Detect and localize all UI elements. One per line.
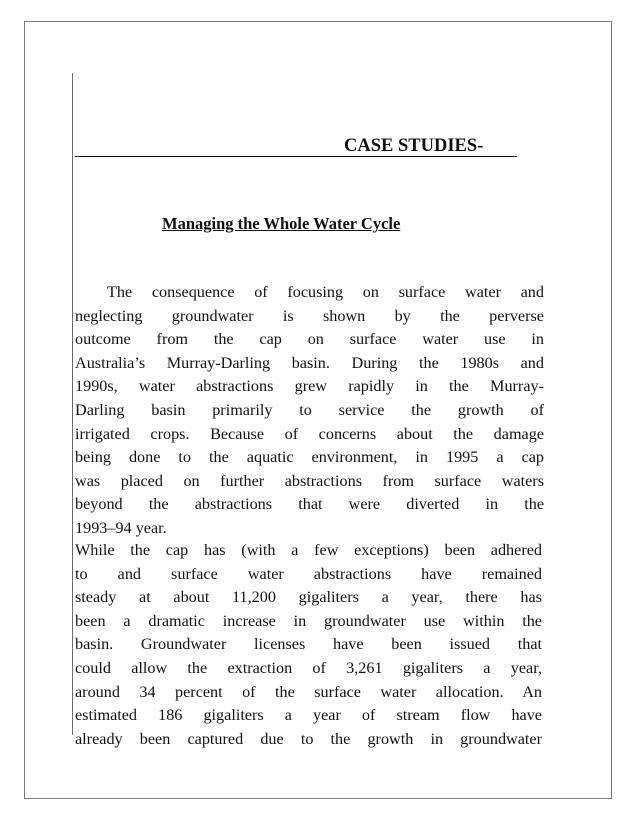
- left-margin-rule: [72, 73, 73, 735]
- paragraph-line: being done to the aquatic environment, in 1995 a cap: [75, 448, 544, 467]
- paragraph-line: steady at about 11,200 gigaliters a year, there has: [75, 588, 542, 607]
- paragraph-line: estimated 186 gigaliters a year of stream flow have: [75, 706, 542, 725]
- paragraph-line: been a dramatic increase in groundwater use within the: [75, 611, 542, 630]
- paragraph-line: Darling basin primarily to service the growth of: [75, 400, 544, 419]
- paragraph-line: irrigated crops. Because of concerns about the damage: [75, 424, 544, 443]
- paragraph-line: While the cap has (with a few exceptions) been adhered: [75, 541, 542, 559]
- paragraph-line: outcome from the cap on surface water use in: [75, 330, 544, 349]
- paragraph-line: neglecting groundwater is shown by the perverse: [75, 306, 544, 325]
- case-studies-heading: CASE STUDIES-: [344, 136, 484, 156]
- paragraph-line: to and surface water abstractions have remained: [75, 564, 542, 583]
- paragraph-line: was placed on further abstractions from surface waters: [75, 471, 544, 490]
- paragraph-line: 1990s, water abstractions grew rapidly in the Murray-: [75, 377, 544, 396]
- paragraph-line: 1993–94 year.: [75, 518, 167, 537]
- paragraph-line: around 34 percent of the surface water allocation. An: [75, 682, 542, 701]
- paragraph-line: could allow the extraction of 3,261 gigaliters a year,: [75, 658, 542, 677]
- section-heading: Managing the Whole Water Cycle: [162, 214, 401, 233]
- paragraph-line: The consequence of focusing on surface water and: [107, 283, 544, 301]
- paragraph-line: beyond the abstractions that were diverted in the: [75, 495, 544, 514]
- paragraph-line: basin. Groundwater licenses have been issued that: [75, 635, 542, 654]
- paragraph-line: Australia’s Murray-Darling basin. During the 1980s and: [75, 353, 544, 372]
- paragraph-line: already been captured due to the growth in groundwater: [75, 729, 542, 748]
- paragraph-2: [75, 539, 542, 751]
- paragraph-1: [75, 281, 544, 541]
